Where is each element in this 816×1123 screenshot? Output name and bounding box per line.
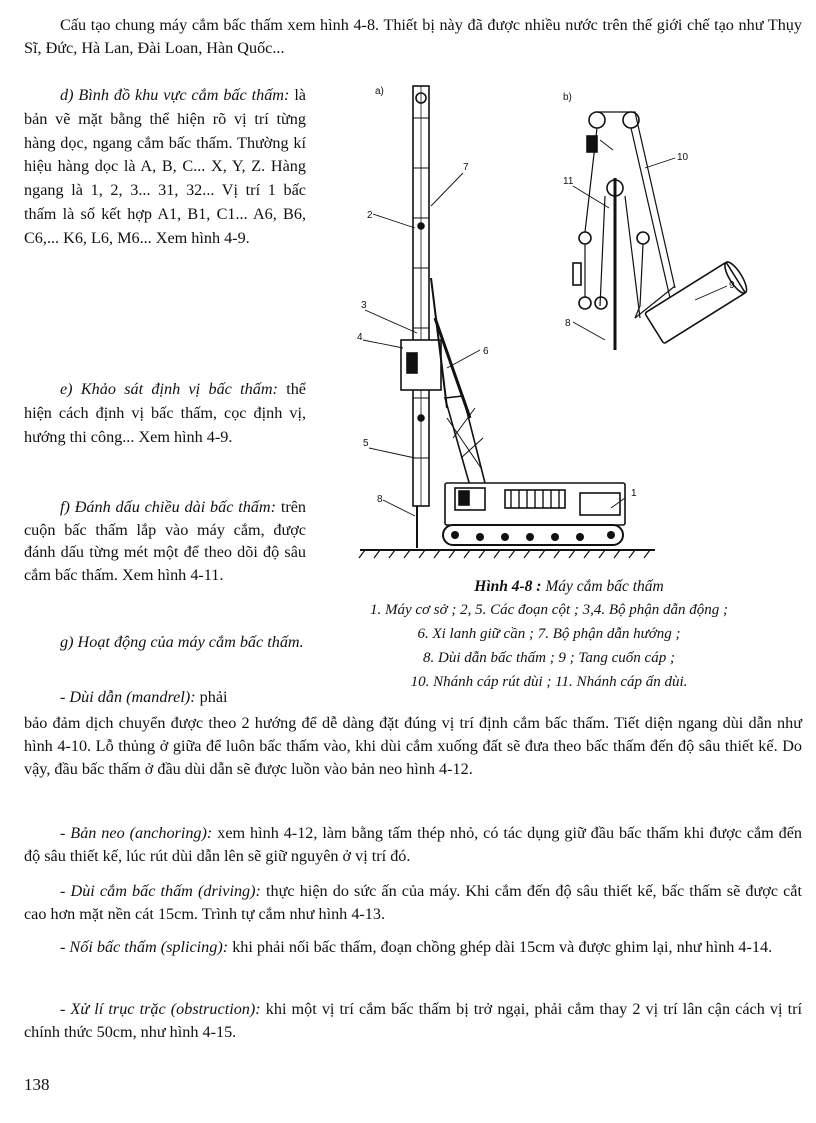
callout-6: 6	[483, 346, 489, 357]
intro-paragraph: Cấu tạo chung máy cắm bấc thấm xem hình 4-8. Thiết bị này đã được nhiều nước trên thế giới chế tạo như Thụy Sĩ, Đức, Hà Lan, Đài Loan, Hàn Quốc...	[24, 16, 802, 58]
section-e-paragraph	[24, 378, 306, 449]
callout-5: 5	[363, 438, 369, 449]
figure-4-8-drawing	[335, 78, 805, 588]
figure-label-b: b)	[563, 92, 572, 103]
cable-drum	[645, 259, 751, 344]
figure-legend-line: 6. Xi lanh giữ cần ; 7. Bộ phận dẫn hướng ;	[417, 626, 681, 642]
obstruction-label: - Xử lí trục trặc (obstruction):	[60, 1000, 261, 1018]
callout-8: 8	[377, 494, 383, 505]
section-g-paragraph	[24, 630, 306, 654]
section-f-body: trên cuộn bấc thấm lắp vào máy cắm, được đánh dấu từng mét một để theo dõi độ sâu cắm bấc thấm. Xem hình 4-11.	[24, 498, 306, 584]
drawing-a-machine	[359, 86, 655, 558]
driving-paragraph	[24, 880, 802, 926]
callout-2: 2	[367, 210, 373, 221]
mandrel-label: - Dùi dẫn (mandrel):	[60, 688, 196, 706]
anchoring-body: xem hình 4-12, làm bằng tấm thép nhỏ, có tác dụng giữ đầu bấc thấm khi được cắm đến độ sâu thiết kế, lúc rút dùi dẫn lên sẽ giữ nguyên ở vị trí đó.	[24, 824, 803, 866]
figure-title: Máy cắm bấc thấm	[541, 578, 664, 595]
section-f-paragraph	[24, 496, 306, 586]
section-d-heading: d) Bình đồ khu vực cắm bấc thấm:	[60, 86, 290, 104]
driving-body: thực hiện do sức ấn của máy. Khi cắm đến độ sâu thiết kế, bấc thấm sẽ được cắt cao hơn mặt nền cát 15cm. Trình tự cắm như hình 4-13.	[24, 882, 802, 924]
anchoring-label: - Bản neo (anchoring):	[60, 824, 213, 842]
callout-7: 7	[463, 162, 469, 173]
mandrel-paragraph: bảo đảm dịch chuyển được theo 2 hướng để dễ dàng đặt đúng vị trí định cắm bấc thấm. Tiết diện ngang dùi dẫn như hình 4-10. Lỗ thủng ở giữa để luôn bấc thấm vào, khi dùi cắm xuống đất sẽ đưa theo bấc thấm đến độ sâu thiết kế. Do vậy, đầu bấc thấm ở đầu dùi dẫn sẽ được luồn vào bản neo hình 4-12.	[24, 714, 802, 779]
figure-number: Hình 4-8 :	[474, 578, 542, 595]
callout-10: 10	[677, 152, 689, 163]
callout-4: 4	[357, 332, 363, 343]
section-e-body: thể hiện cách định vị bấc thấm, cọc định vị, hướng thi công... Xem hình 4-9.	[24, 380, 306, 446]
section-d-body: là bản vẽ mặt bằng thể hiện rõ vị trí từng hàng dọc, ngang cắm bấc thấm. Thường kí hiệu hàng dọc là A, B, C... X, Y, Z. Hàng ngang là 1, 2, 3... 31, 32... Vị trí 1 bấc thấm là số kết hợp A1, B1, C1... A6, B6, C6,... K6, L6, M6... Xem hình 4-9.	[24, 86, 306, 247]
pulley-top-left	[589, 112, 605, 128]
obstruction-body: khi một vị trí cắm bấc thấm bị trở ngại, phải cắm thay 2 vị trí lân cận cách vị trí chính thức 50cm, như hình 4-15.	[24, 1000, 802, 1042]
section-d-paragraph	[24, 84, 306, 251]
drawing-b-cable-system	[573, 112, 750, 350]
anchoring-paragraph	[24, 822, 802, 868]
figure-label-a: a)	[375, 86, 384, 97]
mandrel-first-line	[24, 686, 306, 709]
splicing-label: - Nối bấc thấm (splicing):	[60, 938, 229, 956]
splicing-paragraph	[24, 936, 802, 959]
page-number: 138	[24, 1075, 50, 1094]
figure-legend-line: 10. Nhánh cáp rút dùi ; 11. Nhánh cáp ấn dùi.	[410, 674, 688, 690]
splicing-body: khi phải nối bấc thấm, đoạn chồng ghép dài 15cm và được ghim lại, như hình 4-14.	[228, 938, 773, 956]
figure-legend-line: 1. Máy cơ sở ; 2, 5. Các đoạn cột ; 3,4. Bộ phận dẫn động ;	[369, 602, 729, 618]
callout-9: 9	[729, 280, 735, 291]
section-g-heading: g) Hoạt động của máy cắm bấc thấm.	[60, 633, 304, 651]
figure-caption-title	[330, 578, 808, 596]
callout-1: 1	[631, 488, 637, 499]
section-e-heading: e) Khảo sát định vị bấc thấm:	[60, 380, 278, 398]
section-f-heading: f) Đánh dấu chiều dài bấc thấm:	[60, 498, 276, 516]
callout-3: 3	[361, 300, 367, 311]
callout-8b: 8	[565, 318, 571, 329]
driving-label: - Dùi cắm bấc thấm (driving):	[60, 882, 261, 900]
figure-legend-line: 8. Dùi dẫn bấc thấm ; 9 ; Tang cuốn cáp ;	[423, 650, 675, 666]
callout-11: 11	[563, 176, 574, 187]
obstruction-paragraph	[24, 998, 802, 1044]
mandrel-first-text: phải	[195, 688, 228, 706]
